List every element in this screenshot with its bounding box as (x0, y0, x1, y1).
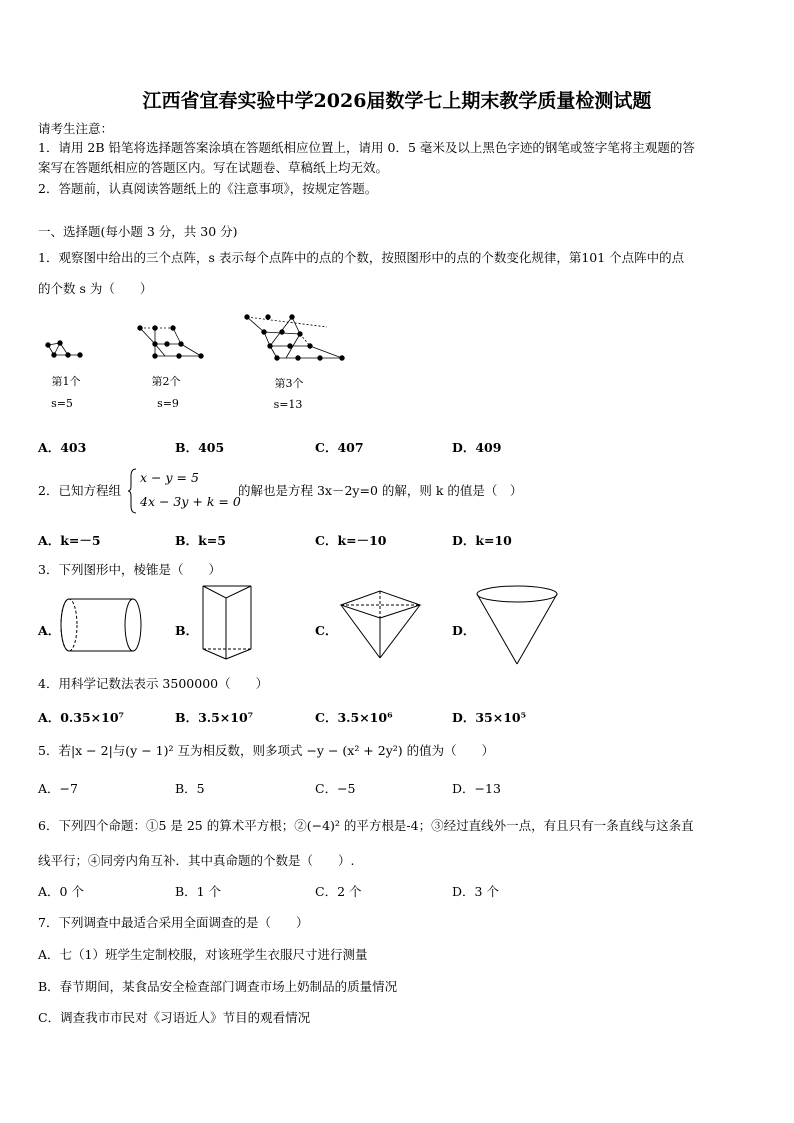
q6-line-2: 线平行；④同旁内角互补．其中真命题的个数是（ ）. (38, 853, 355, 868)
q1-line-2: 的个数 s 为（ ） (38, 281, 153, 296)
lattice-3-label: 第3个 (274, 377, 304, 390)
q6-option-a[interactable]: A．0 个 (38, 884, 84, 899)
q6-option-d[interactable]: D．3 个 (452, 884, 499, 899)
q1-option-d[interactable]: D．409 (452, 440, 502, 455)
q7-option-b[interactable]: B．春节期间，某食品安全检查部门调查市场上奶制品的质量情况 (38, 979, 398, 994)
dot-lattice-2 (135, 322, 210, 367)
lattice-3-count: s=13 (273, 398, 303, 411)
q3-option-d[interactable]: D． (452, 623, 476, 638)
cone-figure (475, 584, 560, 666)
q3-option-c[interactable]: C． (315, 623, 338, 638)
q6-option-c[interactable]: C．2 个 (315, 884, 362, 899)
q7-option-c[interactable]: C．调查我市市民对《习语近人》节目的观看情况 (38, 1010, 311, 1025)
cylinder-figure (60, 595, 145, 657)
lattice-1-label: 第1个 (51, 375, 81, 388)
q4-option-a[interactable]: A．0.35×10⁷ (38, 710, 124, 725)
q2-option-b[interactable]: B．k=5 (175, 533, 226, 548)
q3-question: 3．下列图形中，棱锥是（ ） (38, 562, 221, 577)
q2-option-c[interactable]: C．k=－10 (315, 533, 387, 548)
lattice-1-count: s=5 (51, 397, 73, 410)
triangular-prism-figure (198, 583, 258, 663)
dot-lattice-1 (40, 335, 90, 365)
q2-option-a[interactable]: A．k=－5 (38, 533, 101, 548)
q5-option-c[interactable]: C．−5 (315, 781, 356, 796)
q2-suffix: 的解也是方程 3x－2y=0 的解，则 k 的值是（ ） (238, 483, 523, 498)
q3-option-b[interactable]: B． (175, 623, 199, 638)
q5-option-a[interactable]: A．−7 (38, 781, 78, 796)
q4-option-b[interactable]: B．3.5×10⁷ (175, 710, 254, 725)
notice-item-1-line-2: 案写在答题纸相应的答题区内。写在试题卷、草稿纸上均无效。 (38, 160, 389, 175)
notice-item-1-line-1: 1．请用 2B 铅笔将选择题答案涂填在答题纸相应位置上，请用 0．5 毫米及以上黑色字迹的钢笔或签字笔将主观题的答 (38, 140, 695, 155)
q4-question: 4．用科学记数法表示 3500000（ ） (38, 676, 269, 691)
notice-heading: 请考生注意： (38, 121, 114, 136)
lattice-2-label: 第2个 (151, 375, 181, 388)
q5-option-d[interactable]: D．−13 (452, 781, 501, 796)
q6-line-1: 6．下列四个命题：①5 是 25 的算术平方根；②(−4)² 的平方根是-4；③经过直线外一点，有且只有一条直线与这条直 (38, 818, 694, 833)
q1-option-c[interactable]: C．407 (315, 440, 364, 455)
section-heading: 一、选择题(每小题 3 分，共 30 分) (38, 224, 238, 239)
q1-option-b[interactable]: B．405 (175, 440, 225, 455)
q2-option-d[interactable]: D．k=10 (452, 533, 512, 548)
q1-option-a[interactable]: A．403 (38, 440, 87, 455)
q2-prefix: 2．已知方程组 (38, 483, 121, 498)
system-brace (128, 468, 138, 514)
q7-option-a[interactable]: A．七（1）班学生定制校服，对该班学生衣服尺寸进行测量 (38, 947, 368, 962)
q6-option-b[interactable]: B．1 个 (175, 884, 222, 899)
pyramid-figure (338, 588, 423, 660)
q2-equation-2: 4x − 3y + k = 0 (140, 494, 241, 509)
q2-equation-1: x − y = 5 (140, 470, 199, 485)
lattice-2-count: s=9 (157, 397, 179, 410)
page-title: 江西省宜春实验中学2026届数学七上期末教学质量检测试题 (142, 90, 652, 112)
q5-question: 5．若|x − 2|与(y − 1)² 互为相反数，则多项式 −y − (x² + 2y²) 的值为（ ） (38, 743, 495, 758)
q3-option-a[interactable]: A． (38, 623, 61, 638)
q5-option-b[interactable]: B．5 (175, 781, 205, 796)
q7-question: 7．下列调查中最适合采用全面调查的是（ ） (38, 915, 309, 930)
q4-option-d[interactable]: D．35×10⁵ (452, 710, 527, 725)
notice-item-2: 2．答题前，认真阅读答题纸上的《注意事项》，按规定答题。 (38, 181, 378, 196)
dot-lattice-3 (242, 312, 352, 367)
q1-line-1: 1．观察图中给出的三个点阵，s 表示每个点阵中的点的个数，按照图形中的点的个数变化规律，第101 个点阵中的点 (38, 250, 685, 265)
q4-option-c[interactable]: C．3.5×10⁶ (315, 710, 393, 725)
